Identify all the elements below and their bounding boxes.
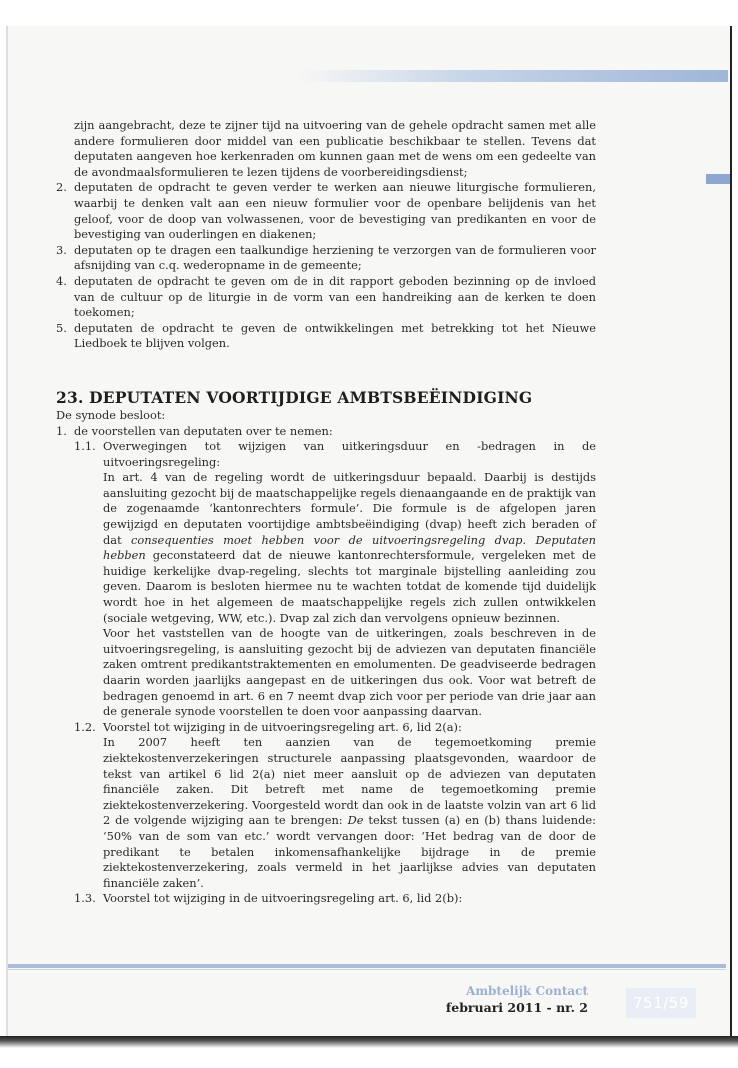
issue-label: februari 2011 - nr. 2	[445, 1000, 588, 1015]
synod-decided-text: De synode besloot:	[56, 407, 166, 422]
list-item-number: 3.	[56, 242, 67, 257]
decision-item	[56, 424, 596, 440]
margin-marker	[706, 174, 730, 184]
paragraph-italic-text: De	[347, 813, 364, 828]
list-item-text: deputaten de opdracht te geven verder te werken aan nieuwe liturgische formulieren, waarbij te denken valt aan een nieuw formulier voor de openbare belijdenis van het geloof, voor de doop van volwassenen, voor de bevestiging van predikanten en voor de bevestiging van ouderlingen en diakenen;	[74, 180, 596, 242]
subsection-number: 1.3.	[74, 891, 96, 906]
paragraph-text: In 2007 heeft ten aanzien van de tegemoetkoming premie ziektekostenverzekeringen structurele aanpassing plaatsgevonden, waardoor de tekst van artikel 6 lid 2(a) niet meer aansluit op de adviezen van deputaten financiële zaken. Dit betreft met name de tegemoetkoming premie ziektekostenverzekering. Voorgesteld wordt dan ook in de laatste volzin van art 6 lid 2 de volgende wijziging aan te brengen:	[103, 735, 596, 828]
list-item	[56, 321, 596, 352]
subsection-paragraph: Voor het vaststellen van de hoogte van de uitkeringen, zoals beschreven in de uitvoeringsregeling, is aansluiting gezocht bij de adviezen van deputaten financiële zaken omtrent predikantstraktementen en emolumenten. De geadviseerde bedragen daarin worden jaarlijks aangepast en de uitkeringen dus ook. Voor wat betreft de bedragen genoemd in art. 6 en 7 neemt dvap zich voor per periode van drie jaar aan de generale synode voorstellen te doen voor aanpassing daarvan.	[103, 626, 596, 719]
decision-number: 1.	[56, 423, 67, 438]
scan-bottom-shadow	[0, 1036, 738, 1048]
magazine-title: Ambtelijk Contact	[466, 984, 588, 998]
list-item-text: deputaten op te dragen een taalkundige herziening te verzorgen van de formulieren voor afsnijding van c.q. wederopname in de gemeente;	[74, 242, 596, 273]
paragraph-text: geconstateerd dat de nieuwe kantonrechtersformule, vergeleken met de huidige kerkelijke dvap-regeling, slechts tot marginale bijstelling aanleiding zou geven. Daarom is besloten hiermee nu te wachten totdat de komende tijd duidelijk wordt hoe in het algemeen de maatschappelijke regels zich zullen ontwikkelen (sociale wetgeving, WW, etc.). Dvap zal zich dan vervolgens opnieuw bezinnen.	[103, 548, 596, 625]
list-item-number: 5.	[56, 320, 67, 335]
subsection-1-1	[56, 439, 596, 470]
subsection-title: Voorstel tot wijziging in de uitvoeringsregeling art. 6, lid 2(a):	[103, 719, 462, 734]
paragraph-italic-text: consequenties moet hebben voor de uitvoeringsregeling dvap. Deputaten hebben	[103, 532, 596, 563]
list-item-text: deputaten de opdracht te geven de ontwikkelingen met betrekking tot het Nieuwe Liedboek te blijven volgen.	[74, 320, 596, 351]
page-number: 751/59	[626, 988, 696, 1018]
section-heading: 23. DEPUTATEN VOORTIJDIGE AMBTSBEËINDIGING	[56, 387, 533, 407]
paragraph-text: In art. 4 van de regeling wordt de uitkeringsduur bepaald. Daarbij is destijds aansluiting gezocht bij de maatschappelijke regels dienaangaande en de praktijk van de zogenaamde ‘kantonrechters formule’. Die formule is de afgelopen jaren gewijzigd en deputaten voortijdige ambtsbeëindiging (dvap) heeft zich beraden of dat	[103, 470, 596, 547]
subsection-title: Voorstel tot wijziging in de uitvoeringsregeling art. 6, lid 2(b):	[103, 891, 463, 906]
subsection-1-3	[56, 891, 596, 907]
subsection-1-2	[56, 720, 596, 736]
page-edge	[6, 26, 8, 1038]
list-item-number: 2.	[56, 180, 67, 195]
subsection-title: Overwegingen tot wijzigen van uitkeringsduur en -bedragen in de uitvoeringsregeling:	[103, 439, 596, 469]
intro-paragraph: zijn aangebracht, deze te zijner tijd na uitvoering van de gehele opdracht samen met alle andere formulieren door middel van een publicatie beschikbaar te stellen. Tevens dat deputaten aangeven hoe kerkenraden om kunnen gaan met de wens om een gedeelte van de avondmaalsformulieren te lezen tijdens de voorbereidingsdienst;	[74, 118, 596, 179]
page-content	[56, 118, 596, 907]
header-accent-band	[300, 70, 728, 82]
subsection-number: 1.2.	[74, 719, 96, 734]
list-item	[56, 243, 596, 274]
footer-rule	[8, 964, 726, 968]
paragraph-text: tekst tussen (a) en (b) thans luidende: ‘50% van de som van etc.’ wordt vervangen door: ‘Het bedrag van de door de predikant te betalen inkomensafhankelijke bijdrage in de premie ziektekostenverzekering, zoals vermeld in het jaarlijkse advies van deputaten financiële zaken’.	[103, 813, 596, 890]
footer-rule-thin	[8, 969, 726, 970]
list-item-number: 4.	[56, 273, 67, 288]
list-item	[56, 180, 596, 242]
subsection-number: 1.1.	[74, 439, 96, 454]
list-item	[56, 274, 596, 321]
list-item-text: deputaten de opdracht te geven om de in dit rapport geboden bezinning op de invloed van de cultuur op de liturgie in de vorm van een handreiking aan de kerken te doen toekomen;	[74, 273, 596, 320]
subsection-paragraph	[56, 470, 596, 626]
decision-text: de voorstellen van deputaten over te nemen:	[74, 423, 333, 438]
subsection-paragraph	[56, 735, 596, 891]
